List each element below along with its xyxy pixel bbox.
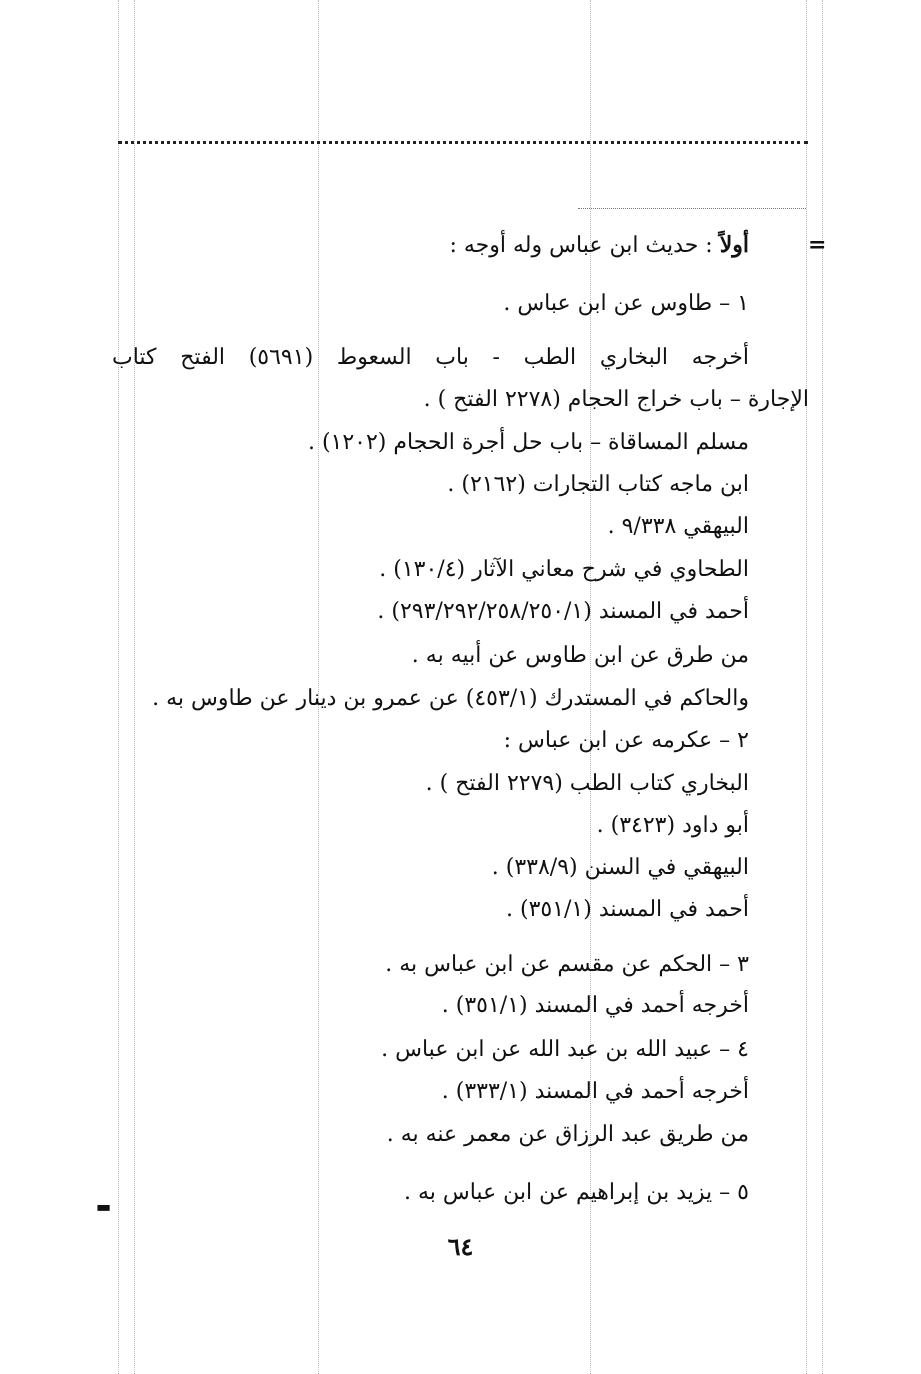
section-heading — [449, 230, 749, 261]
text-line: والحاكم في المستدرك (٤٥٣/١) عن عمرو بن دينار عن طاوس به . — [152, 686, 749, 711]
heading-rest: : حديث ابن عباس وله أوجه : — [449, 233, 720, 258]
text-line: ابن ماجه كتاب التجارات (٢١٦٢) . — [447, 472, 749, 497]
guide-line — [806, 0, 807, 1374]
text-line: ١ – طاوس عن ابن عباس . — [503, 291, 749, 316]
guide-line — [822, 0, 823, 1374]
text-line: من طرق عن ابن طاوس عن أبيه به . — [411, 643, 749, 668]
text-line: البيهقي ٩/٣٣٨ . — [607, 514, 749, 539]
page-number: ٦٤ — [447, 1232, 474, 1261]
dotted-separator — [118, 141, 808, 144]
text-line: أحمد في المسند (٣٥١/١) . — [505, 897, 749, 922]
text-line: أخرجه البخاري الطب - باب السعوط (٥٦٩١) الفتح كتاب — [112, 345, 749, 370]
text-line: من طريق عبد الرزاق عن معمر عنه به . — [386, 1122, 749, 1147]
text-line: ٣ – الحكم عن مقسم عن ابن عباس به . — [385, 952, 749, 977]
text-line: أحمد في المسند (٢٩٣/٢٩٢/٢٥٨/٢٥٠/١) . — [377, 599, 749, 624]
guide-line — [118, 0, 119, 1374]
text-line: أخرجه أحمد في المسند (٣٣٣/١) . — [441, 1079, 749, 1104]
text-line: ٤ – عبيد الله بن عبد الله عن ابن عباس . — [381, 1037, 749, 1062]
dotted-separator-short — [578, 208, 806, 209]
text-line: ٥ – يزيد بن إبراهيم عن ابن عباس به . — [403, 1180, 749, 1205]
margin-marker-bottom: ▬ — [96, 1197, 112, 1216]
text-line: أخرجه أحمد في المسند (٣٥١/١) . — [441, 993, 749, 1018]
margin-marker-top: = — [808, 232, 827, 258]
guide-line — [134, 0, 135, 1374]
text-line: ٢ – عكرمه عن ابن عباس : — [503, 728, 749, 753]
heading-key: أولاً — [719, 232, 749, 258]
text-line: الطحاوي في شرح معاني الآثار (١٣٠/٤) . — [379, 557, 749, 582]
text-line: البيهقي في السنن (٣٣٨/٩) . — [491, 855, 749, 880]
text-line: الإجارة – باب خراج الحجام (٢٢٧٨ الفتح ) . — [423, 387, 809, 412]
text-line: مسلم المساقاة – باب حل أجرة الحجام (١٢٠٢) . — [307, 430, 749, 455]
text-line: أبو داود (٣٤٢٣) . — [596, 813, 749, 838]
text-line: البخاري كتاب الطب (٢٢٧٩ الفتح ) . — [425, 771, 749, 796]
